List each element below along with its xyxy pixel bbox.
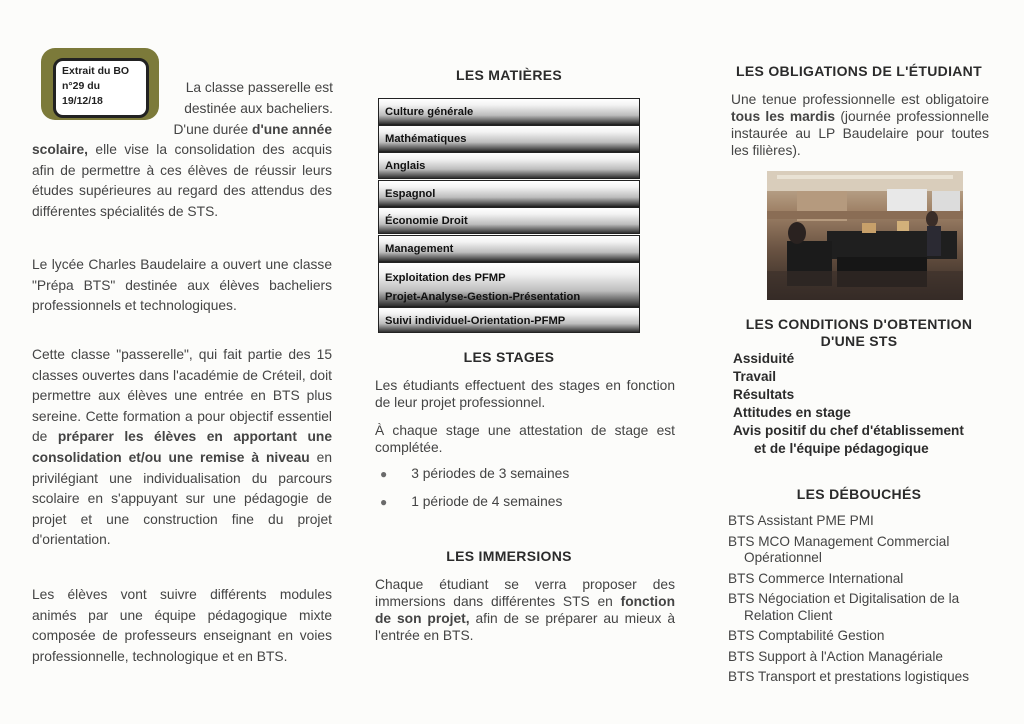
paragraph-modules: Les élèves vont suivre différents modules animés par une équipe pédagogique mixte composée de professeurs enseignant en voies professionnelle, technologique et en BTS. bbox=[32, 587, 332, 664]
subject-espagnol: Espagnol bbox=[378, 180, 640, 207]
intro-line3: D'une durée d'une année bbox=[173, 122, 332, 137]
debouches-list bbox=[728, 513, 998, 690]
paragraph-passerelle: Cette classe "passerelle", qui fait partie des 15 classes ouvertes dans l'académie de Créteil, doit permettre aux élèves une entrée en BTS plus sereine. Cette formation a pour objectif essentiel de préparer les élèves en apportant une consolidation et/ou une remise à niveau en privilégiant une individualisation du parcours scolaire en s'appuyant sur une pédagogie de projet et une construction fine du projet d'orientation. bbox=[32, 347, 332, 548]
obligations-title: LES OBLIGATIONS DE L'ÉTUDIANT bbox=[736, 63, 982, 79]
stages-paragraph-2: À chaque stage une attestation de stage est complétée. bbox=[375, 423, 675, 455]
condition-travail: Travail bbox=[733, 369, 777, 384]
subject-culture-generale: Culture générale bbox=[378, 98, 640, 125]
debouche-item: BTS MCO Management Commercial Opérationnel bbox=[728, 533, 950, 565]
debouche-item: BTS Commerce International bbox=[728, 570, 904, 586]
debouches-title: LES DÉBOUCHÉS bbox=[796, 486, 922, 502]
obligations-paragraph: Une tenue professionnelle est obligatoire tous les mardis (journée professionnelle instaurée au LP Baudelaire pour toutes les filières). bbox=[731, 92, 989, 158]
debouche-item: BTS Support à l'Action Managériale bbox=[728, 648, 943, 664]
classroom-photo bbox=[767, 171, 963, 300]
condition-resultats: Résultats bbox=[733, 387, 795, 402]
matieres-title: LES MATIÈRES bbox=[455, 67, 563, 83]
intro-top bbox=[165, 78, 333, 119]
intro-paragraph: scolaire, elle vise la consolidation des acquis afin de permettre à ces élèves de réussir leurs études supérieures au regard des attendus des différentes spécialités de STS. bbox=[32, 142, 332, 219]
stages-bullet-1: ● 3 périodes de 3 semaines bbox=[380, 466, 570, 481]
bullet-icon: ● bbox=[380, 495, 388, 509]
condition-avis: Avis positif du chef d'établissement bbox=[733, 423, 964, 438]
debouche-item: BTS Assistant PME PMI bbox=[728, 513, 874, 528]
bullet-icon: ● bbox=[380, 467, 388, 481]
debouche-item: BTS Comptabilité Gestion bbox=[728, 628, 885, 643]
subject-exploitation-projet: Exploitation des PFMP Projet-Analyse-Gestion-Présentation bbox=[378, 262, 640, 307]
stages-bullet-2: ● 1 période de 4 semaines bbox=[380, 494, 563, 509]
condition-avis-cont: et de l'équipe pédagogique bbox=[754, 441, 929, 456]
subject-suivi-individuel: Suivi individuel-Orientation-PFMP bbox=[378, 307, 640, 333]
immersions-paragraph: Chaque étudiant se verra proposer des immersions dans différentes STS en fonction de son projet, afin de se préparer au mieux à l'entrée en BTS. bbox=[375, 577, 675, 643]
intro-line2: destinée aux bacheliers. bbox=[184, 100, 333, 116]
debouche-item: BTS Transport et prestations logistiques bbox=[728, 669, 970, 684]
subject-management: Management bbox=[378, 235, 640, 262]
intro-line1: La classe passerelle est bbox=[185, 80, 333, 95]
stages-title: LES STAGES bbox=[463, 349, 555, 365]
subject-anglais: Anglais bbox=[378, 152, 640, 179]
subject-economie-droit: Économie Droit bbox=[378, 207, 640, 234]
conditions-list bbox=[733, 350, 993, 458]
stages-paragraph-1: Les étudiants effectuent des stages en fonction de leur projet professionnel. bbox=[375, 378, 675, 410]
conditions-title: LES CONDITIONS D'OBTENTION D'UNE STS bbox=[745, 316, 973, 349]
subject-mathematiques: Mathématiques bbox=[378, 125, 640, 152]
condition-attitudes: Attitudes en stage bbox=[733, 405, 851, 420]
debouche-item: BTS Négociation et Digitalisation de la Relation Client bbox=[728, 591, 960, 623]
immersions-title: LES IMMERSIONS bbox=[446, 548, 572, 564]
paragraph-prepa-bts: Le lycée Charles Baudelaire a ouvert une classe "Prépa BTS" destinée aux élèves bacheliers professionnels et technologiques. bbox=[32, 257, 332, 314]
condition-assiduite: Assiduité bbox=[733, 351, 795, 366]
bo-badge-text: Extrait du BO n°29 du 19/12/18 bbox=[62, 65, 130, 107]
classroom-photo-drawing bbox=[767, 171, 963, 300]
